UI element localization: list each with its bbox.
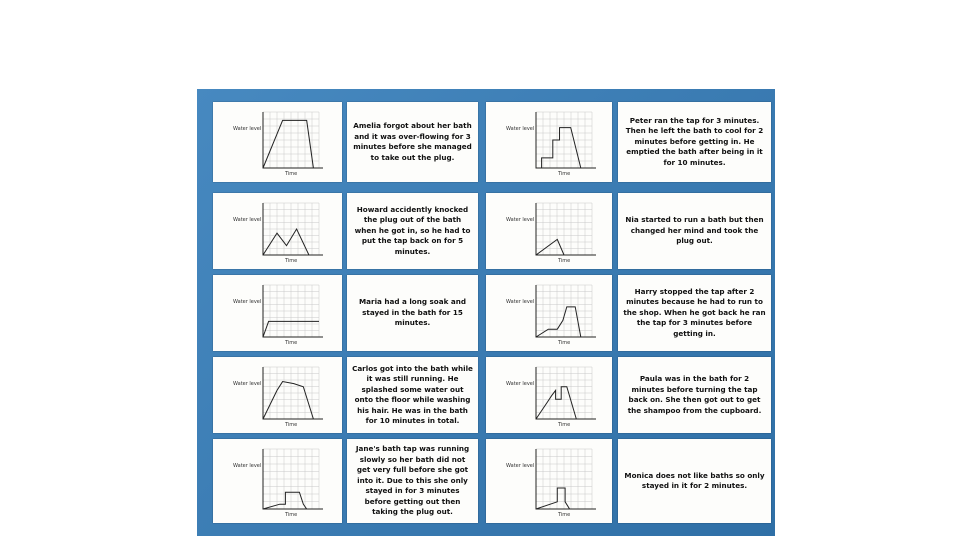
y-axis-label: Water level [233, 126, 262, 132]
water-level-line [536, 387, 576, 419]
water-level-graph [486, 357, 612, 433]
x-axis-label: Time [285, 422, 298, 428]
graph-card[interactable] [486, 357, 612, 433]
water-level-graph [486, 102, 612, 182]
y-axis-label: Water level [506, 299, 535, 305]
x-axis-label: Time [285, 340, 298, 346]
water-level-line [536, 488, 570, 509]
water-level-line [536, 128, 581, 168]
x-axis-label: Time [285, 171, 298, 177]
x-axis-label: Time [558, 258, 571, 264]
story-card[interactable]: Monica does not like baths so only stayed in it for 2 minutes. [618, 439, 771, 523]
x-axis-label: Time [558, 512, 571, 518]
water-level-graph [213, 275, 342, 351]
story-card[interactable]: Harry stopped the tap after 2 minutes because he had to run to the shop. When he got back he ran the tap for 3 minutes before getting in. [618, 275, 771, 351]
y-axis-label: Water level [506, 463, 535, 469]
story-card[interactable]: Howard accidently knocked the plug out of the bath when he got in, so he had to put the tap back on for 5 minutes. [347, 193, 478, 269]
water-level-graph [213, 439, 342, 523]
water-level-graph [486, 275, 612, 351]
y-axis-label: Water level [233, 217, 262, 223]
graph-card[interactable] [213, 357, 342, 433]
x-axis-label: Time [285, 258, 298, 264]
story-card[interactable]: Maria had a long soak and stayed in the bath for 15 minutes. [347, 275, 478, 351]
graph-card[interactable] [213, 102, 342, 182]
blue-display-board [197, 89, 775, 536]
water-level-line [263, 382, 313, 419]
graph-card[interactable] [213, 439, 342, 523]
story-card[interactable]: Peter ran the tap for 3 minutes. Then he left the bath to cool for 2 minutes before getting in. He emptied the bath after being in it for 10 minutes. [618, 102, 771, 182]
water-level-graph [213, 102, 342, 182]
water-level-line [263, 492, 307, 509]
y-axis-label: Water level [233, 463, 262, 469]
story-card[interactable]: Carlos got into the bath while it was still running. He splashed some water out onto the floor while washing his hair. He was in the bath for 10 minutes in total. [347, 357, 478, 433]
y-axis-label: Water level [506, 217, 535, 223]
x-axis-label: Time [285, 512, 298, 518]
y-axis-label: Water level [233, 381, 262, 387]
graph-card[interactable] [486, 439, 612, 523]
water-level-graph [213, 357, 342, 433]
story-card[interactable]: Paula was in the bath for 2 minutes before turning the tap back on. She then got out to get the shampoo from the cupboard. [618, 357, 771, 433]
graph-card[interactable] [486, 102, 612, 182]
water-level-graph [486, 193, 612, 269]
story-card[interactable]: Jane's bath tap was running slowly so her bath did not get very full before she got into it. Due to this she only stayed in for 3 minutes before getting out then taking the plug out. [347, 439, 478, 523]
graph-card[interactable] [486, 193, 612, 269]
graph-card[interactable] [486, 275, 612, 351]
x-axis-label: Time [558, 340, 571, 346]
graph-card[interactable] [213, 193, 342, 269]
story-card[interactable]: Nia started to run a bath but then changed her mind and took the plug out. [618, 193, 771, 269]
x-axis-label: Time [558, 422, 571, 428]
story-card[interactable]: Amelia forgot about her bath and it was over-flowing for 3 minutes before she managed to take out the plug. [347, 102, 478, 182]
y-axis-label: Water level [506, 381, 535, 387]
water-level-line [536, 307, 581, 337]
water-level-graph [486, 439, 612, 523]
y-axis-label: Water level [233, 299, 262, 305]
x-axis-label: Time [558, 171, 571, 177]
water-level-graph [213, 193, 342, 269]
graph-card[interactable] [213, 275, 342, 351]
y-axis-label: Water level [506, 126, 535, 132]
